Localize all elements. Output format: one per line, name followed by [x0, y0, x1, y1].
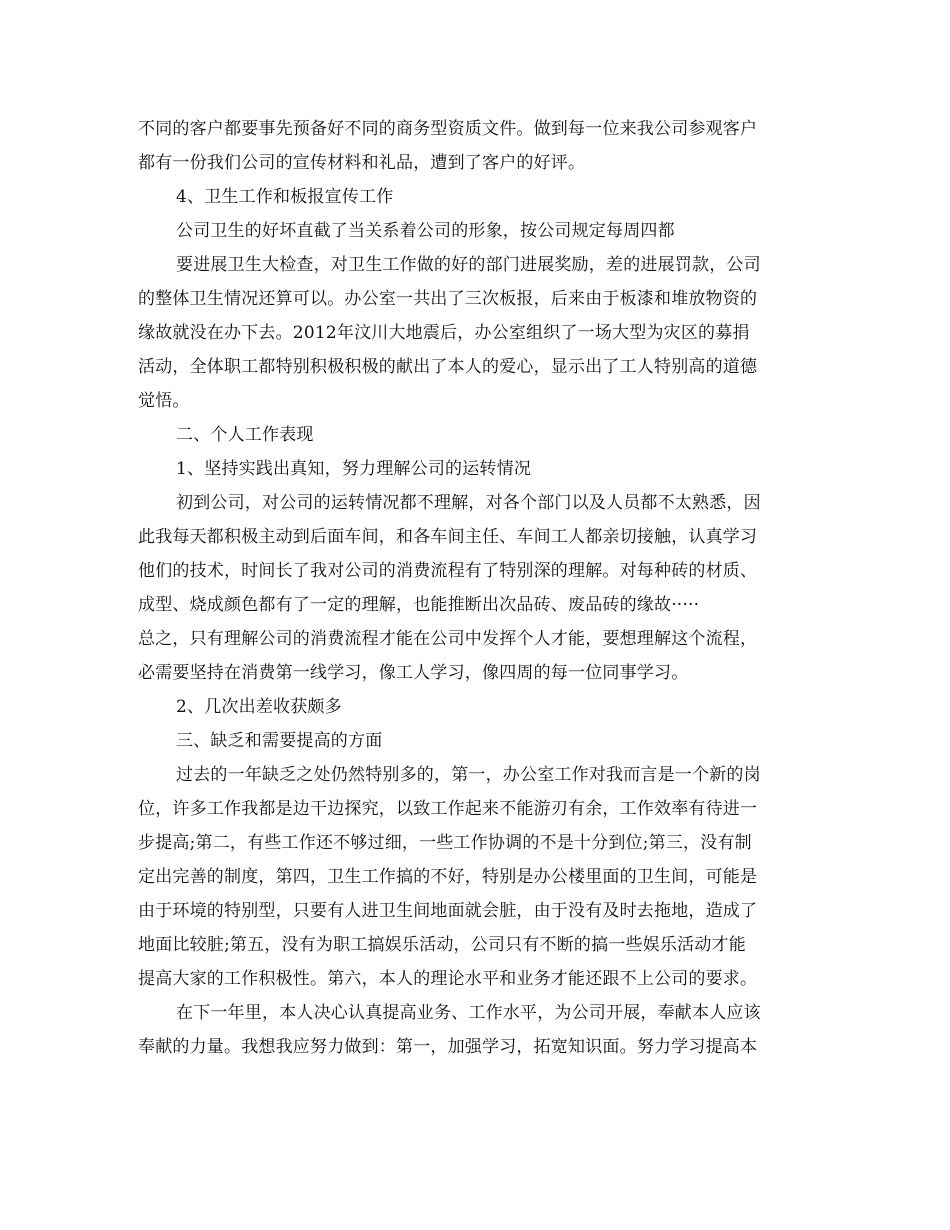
paragraph-line: 总之，只有理解公司的消费流程才能在公司中发挥个人才能，要想理解这个流程，	[138, 629, 758, 649]
paragraph-line: 缘故就没在办下去。2012年汶川大地震后，办公室组织了一场大型为灾区的募捐	[138, 323, 750, 343]
section-heading: 1、坚持实践出真知，努力理解公司的运转情况	[176, 459, 532, 479]
section-heading: 二、个人工作表现	[176, 425, 314, 445]
paragraph-line: 提高大家的工作积极性。第六，本人的理论水平和业务才能还跟不上公司的要求。	[138, 969, 758, 989]
paragraph-line: 位，许多工作我都是边干边探究，以致工作起来不能游刃有余，工作效率有待进一	[138, 799, 758, 819]
paragraph-line: 初到公司，对公司的运转情况都不理解，对各个部门以及人员都不太熟悉，因	[176, 493, 761, 513]
paragraph-line: 过去的一年缺乏之处仍然特别多的，第一，办公室工作对我而言是一个新的岗	[176, 765, 761, 785]
paragraph-line: 活动，全体职工都特别积极积极的献出了本人的爱心，显示出了工人特别高的道德	[138, 357, 758, 377]
paragraph-line: 此我每天都积极主动到后面车间，和各车间主任、车间工人都亲切接触，认真学习	[138, 527, 758, 547]
paragraph-line: 公司卫生的好坏直截了当关系着公司的形象，按公司规定每周四都	[176, 221, 675, 241]
paragraph-line: 必需要坚持在消费第一线学习，像工人学习，像四周的每一位同事学习。	[138, 663, 689, 683]
paragraph-line: 都有一份我们公司的宣传材料和礼品，遭到了客户的好评。	[138, 153, 586, 173]
paragraph-line: 地面比较脏;第五，没有为职工搞娱乐活动，公司只有不断的搞一些娱乐活动才能	[138, 935, 746, 955]
paragraph-line: 奉献的力量。我想我应努力做到：第一，加强学习，拓宽知识面。努力学习提高本	[138, 1037, 758, 1057]
paragraph-line: 在下一年里，本人决心认真提高业务、工作水平，为公司开展，奉献本人应该	[176, 1003, 761, 1023]
paragraph-line: 的整体卫生情况还算可以。办公室一共出了三次板报，后来由于板漆和堆放物资的	[138, 289, 758, 309]
paragraph-line: 由于环境的特别型，只要有人进卫生间地面就会脏，由于没有及时去拖地，造成了	[138, 901, 758, 921]
paragraph-line: 成型、烧成颜色都有了一定的理解，也能推断出次品砖、废品砖的缘故·····	[138, 595, 700, 615]
paragraph-line: 步提高;第二，有些工作还不够过细，一些工作协调的不是十分到位;第三，没有制	[138, 833, 752, 853]
document-body	[138, 112, 813, 1064]
paragraph-line: 不同的客户都要事先预备好不同的商务型资质文件。做到每一位来我公司参观客户	[138, 119, 758, 139]
section-heading: 2、几次出差收获颇多	[176, 697, 342, 717]
paragraph-line: 觉悟。	[138, 391, 190, 411]
section-heading: 三、缺乏和需要提高的方面	[176, 731, 383, 751]
paragraph-line: 他们的技术，时间长了我对公司的消费流程有了特别深的理解。对每种砖的材质、	[138, 561, 758, 581]
section-heading: 4、卫生工作和板报宣传工作	[176, 187, 394, 207]
paragraph-line: 定出完善的制度，第四，卫生工作搞的不好，特别是办公楼里面的卫生间，可能是	[138, 867, 758, 887]
paragraph-line: 要进展卫生大检查，对卫生工作做的好的部门进展奖励，差的进展罚款，公司	[176, 255, 761, 275]
